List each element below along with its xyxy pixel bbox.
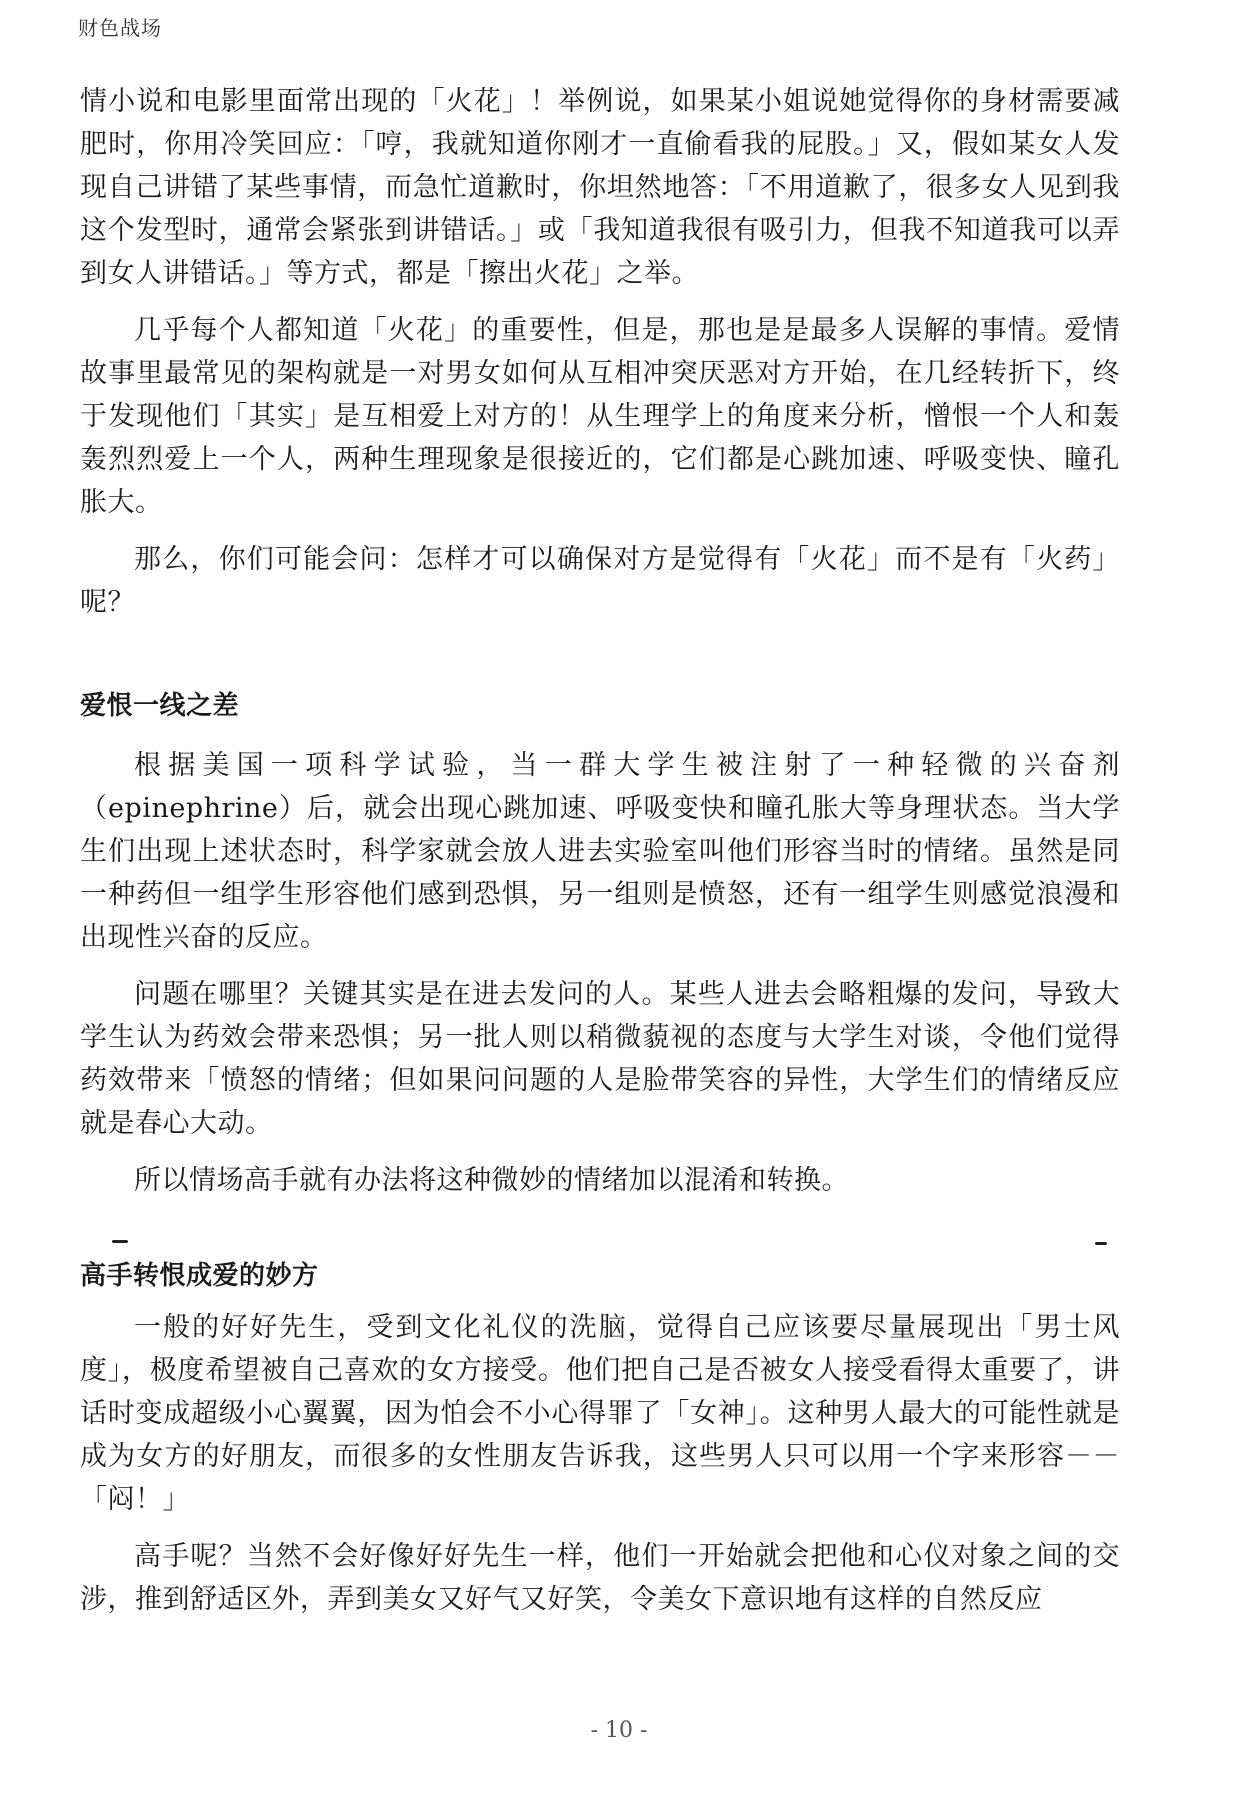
paragraph: 那么，你们可能会问：怎样才可以确保对方是觉得有「火花」而不是有「火药」呢？: [80, 544, 1120, 618]
paragraph: 问题在哪里？关键其实是在进去发问的人。某些人进去会略粗爆的发问，导致大学生认为药效会带来恐惧；另一批人则以稍微藐视的态度与大学生对谈，令他们觉得药效带来「愤怒的情绪；但如果问问题的人是脸带笑容的异性，大学生们的情绪反应就是春心大动。: [80, 979, 1120, 1139]
section-heading: 爱恨一线之差: [80, 691, 240, 721]
section-heading: 高手转恨成爱的妙方: [80, 1261, 319, 1291]
paragraph: 根据美国一项科学试验，当一群大学生被注射了一种轻微的兴奋剂（epinephrine）后，就会出现心跳加速、呼吸变快和瞳孔胀大等身理状态。当大学生们出现上述状态时，科学家就会放人进去实验室叫他们形容当时的情绪。虽然是同一种药但一组学生形容他们感到恐惧，另一组则是愤怒，还有一组学生则感觉浪漫和出现性兴奋的反应。: [80, 750, 1120, 953]
scan-mark: [1095, 1242, 1107, 1245]
running-header: 财色战场: [78, 16, 162, 40]
paragraph: 所以情场高手就有办法将这种微妙的情绪加以混淆和转换。: [134, 1165, 849, 1196]
paragraph: 一般的好好先生，受到文化礼仪的洗脑，觉得自己应该要尽量展现出「男士风度」，极度希望被自己喜欢的女方接受。他们把自己是否被女人接受看得太重要了，讲话时变成超级小心翼翼，因为怕会不小心得罪了「女神」。这种男人最大的可能性就是成为女方的好朋友，而很多的女性朋友告诉我，这些男人只可以用一个字来形容－－「闷！」: [80, 1312, 1120, 1515]
page-number: - 10 -: [590, 1718, 648, 1743]
page-content: [80, 80, 1120, 1621]
paragraph: 高手呢？当然不会好像好好先生一样，他们一开始就会把他和心仪对象之间的交涉，推到舒适区外，弄到美女又好气又好笑，令美女下意识地有这样的自然反应: [80, 1541, 1120, 1615]
paragraph-continued: 情小说和电影里面常出现的「火花」！举例说，如果某小姐说她觉得你的身材需要减肥时，你用冷笑回应：「哼，我就知道你刚才一直偷看我的屁股。」又，假如某女人发现自己讲错了某些事情，而急忙道歉时，你坦然地答：「不用道歉了，很多女人见到我这个发型时，通常会紧张到讲错话。」或「我知道我很有吸引力，但我不知道我可以弄到女人讲错话。」等方式，都是「擦出火花」之举。: [80, 86, 1120, 289]
paragraph: 几乎每个人都知道「火花」的重要性，但是，那也是是最多人误解的事情。爱情故事里最常见的架构就是一对男女如何从互相冲突厌恶对方开始，在几经转折下，终于发现他们「其实」是互相爱上对方的！从生理学上的角度来分析，憎恨一个人和轰轰烈烈爱上一个人，两种生理现象是很接近的，它们都是心跳加速、呼吸变快、瞳孔胀大。: [80, 315, 1120, 518]
scan-mark: [112, 1240, 128, 1243]
